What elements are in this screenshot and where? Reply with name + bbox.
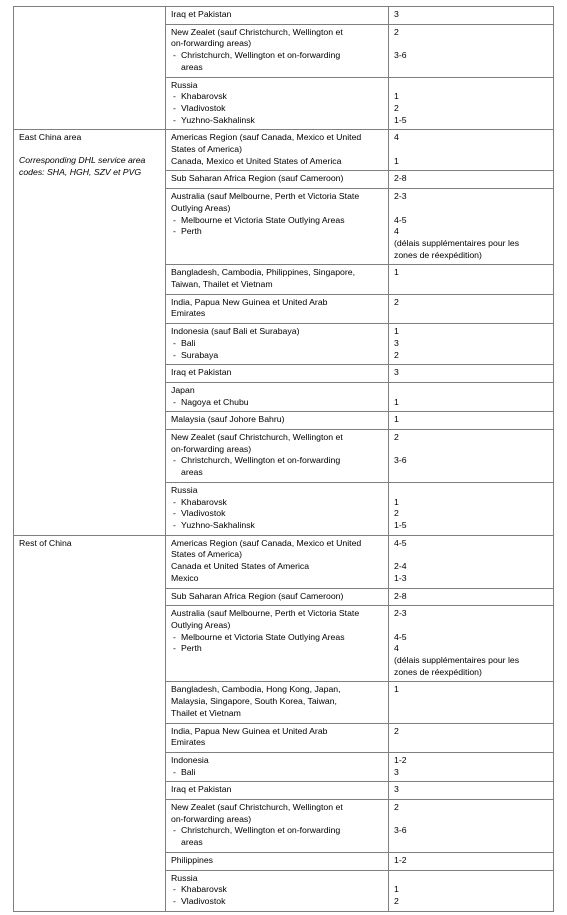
transit-days-value: 2 <box>394 102 399 113</box>
destination-cell <box>166 265 389 294</box>
destination-subarea: - Surabaya <box>171 350 383 362</box>
transit-days-cell <box>389 189 554 265</box>
destination-cell <box>166 535 389 588</box>
transit-days-value: 1 <box>394 155 399 166</box>
spacer-line <box>394 444 548 456</box>
transit-days-value: 1 <box>394 884 399 895</box>
destination-subarea: - Khabarovsk <box>171 497 383 509</box>
transit-days-value: 4-5 <box>394 631 407 642</box>
destination-cell <box>166 294 389 323</box>
spacer-line <box>394 38 548 50</box>
destination-cell <box>166 324 389 365</box>
spacer-line <box>394 620 548 632</box>
transit-days-cell <box>389 682 554 723</box>
transit-days-value: 1 <box>394 91 399 102</box>
spacer-line <box>394 485 548 497</box>
transit-days-value: 2-4 <box>394 561 407 572</box>
origin-cell <box>14 535 166 911</box>
destination-subarea: - Khabarovsk <box>171 91 383 103</box>
transit-days-cell <box>389 723 554 752</box>
transit-time-table <box>13 6 554 912</box>
origin-service-codes: Corresponding DHL service area codes: SHA, HGH, SZV et PVG <box>19 155 146 177</box>
transit-days-value: 4-5 <box>394 214 407 225</box>
transit-days-value: 2 <box>394 802 399 813</box>
destination-line: Russia <box>171 484 198 495</box>
destination-line: areas <box>181 837 203 848</box>
destination-subarea: - Yuzhno-Sakhalinsk <box>171 115 383 127</box>
transit-days-cell <box>389 588 554 606</box>
destination-line: Mexico <box>171 572 199 583</box>
table-row <box>14 535 554 588</box>
destination-line: Japan <box>171 384 195 395</box>
destination-subarea: - Christchurch, Wellington et on-forwarding <box>171 825 383 837</box>
destination-line: Outlying Areas) <box>171 619 231 630</box>
transit-days-value: (délais supplémentaires pour les <box>394 655 520 666</box>
destination-line: Emirates <box>171 737 206 748</box>
destination-line: Indonesia (sauf Bali et Surabaya) <box>171 326 300 337</box>
transit-days-cell <box>389 870 554 911</box>
transit-days-value: 3 <box>394 367 399 378</box>
destination-line: Malaysia (sauf Johore Bahru) <box>171 414 285 425</box>
transit-days-value: 1 <box>394 326 399 337</box>
destination-line: Americas Region (sauf Canada, Mexico et United <box>171 537 362 548</box>
destination-line: on-forwarding areas) <box>171 443 252 454</box>
transit-days-value: 1-5 <box>394 114 407 125</box>
transit-days-value: 4-5 <box>394 537 407 548</box>
transit-days-value: 2-3 <box>394 608 407 619</box>
transit-days-cell <box>389 800 554 853</box>
destination-line: Iraq et Pakistan <box>171 9 232 19</box>
destination-line: Sub Saharan Africa Region (sauf Cameroon) <box>171 173 344 184</box>
destination-cell <box>166 7 389 25</box>
transit-days-value: 2-8 <box>394 173 407 184</box>
destination-subarea: - Yuzhno-Sakhalinsk <box>171 520 383 532</box>
transit-days-cell <box>389 430 554 483</box>
transit-days-cell <box>389 782 554 800</box>
destination-subarea: - Perth <box>171 643 383 655</box>
destination-cell <box>166 382 389 411</box>
spacer-line <box>394 385 548 397</box>
transit-time-table-body <box>14 7 554 912</box>
spacer-line <box>394 144 548 156</box>
destination-cell <box>166 723 389 752</box>
destination-cell <box>166 430 389 483</box>
destination-cell <box>166 482 389 535</box>
destination-line: States of America) <box>171 144 242 155</box>
destination-cell <box>166 130 389 171</box>
transit-days-value: 1 <box>394 396 399 407</box>
transit-days-value: 2 <box>394 432 399 443</box>
transit-days-cell <box>389 535 554 588</box>
spacer-line <box>394 873 548 885</box>
destination-line: Iraq et Pakistan <box>171 367 232 378</box>
destination-line: New Zealet (sauf Christchurch, Wellington et <box>171 432 343 443</box>
destination-subarea: - Christchurch, Wellington et on-forwarding <box>171 455 383 467</box>
transit-days-cell <box>389 171 554 189</box>
destination-subarea: - Vladivostok <box>171 103 383 115</box>
transit-days-cell <box>389 752 554 781</box>
transit-days-cell <box>389 130 554 171</box>
transit-days-value: 3 <box>394 784 399 795</box>
destination-line: areas <box>181 467 203 478</box>
destination-line: India, Papua New Guinea et United Arab <box>171 296 328 307</box>
transit-days-value: zones de réexpédition) <box>394 249 482 260</box>
origin-area-name: East China area <box>19 132 82 143</box>
spacer-line <box>394 203 548 215</box>
transit-days-value: 2-8 <box>394 590 407 601</box>
destination-cell <box>166 365 389 383</box>
destination-subarea: - Christchurch, Wellington et on-forwarding <box>171 50 383 62</box>
transit-days-value: 3 <box>394 766 399 777</box>
destination-line: Taiwan, Thailet et Vietnam <box>171 279 273 290</box>
transit-days-cell <box>389 382 554 411</box>
transit-days-value: 1 <box>394 496 399 507</box>
origin-cell <box>14 7 166 130</box>
destination-cell <box>166 782 389 800</box>
destination-line: Bangladesh, Cambodia, Philippines, Singapore, <box>171 267 356 278</box>
destination-subarea: - Bali <box>171 767 383 779</box>
transit-days-cell <box>389 7 554 25</box>
transit-days-cell <box>389 265 554 294</box>
destination-line: States of America) <box>171 549 242 560</box>
spacer-line <box>394 467 548 479</box>
transit-days-cell <box>389 606 554 682</box>
destination-line: Russia <box>171 872 198 883</box>
transit-days-value: 3-6 <box>394 455 407 466</box>
transit-days-value: 2 <box>394 895 399 906</box>
destination-cell <box>166 870 389 911</box>
spacer-line <box>394 80 548 92</box>
destination-line: India, Papua New Guinea et United Arab <box>171 725 328 736</box>
destination-line: Philippines <box>171 854 214 865</box>
destination-cell <box>166 606 389 682</box>
destination-subarea: - Vladivostok <box>171 896 383 908</box>
destination-line: Bangladesh, Cambodia, Hong Kong, Japan, <box>171 684 341 695</box>
transit-days-cell <box>389 365 554 383</box>
transit-days-value: 1 <box>394 684 399 695</box>
transit-days-value: 4 <box>394 132 399 143</box>
destination-line: New Zealet (sauf Christchurch, Wellington et <box>171 26 343 37</box>
transit-days-value: 1-2 <box>394 854 407 865</box>
destination-cell <box>166 412 389 430</box>
transit-days-value: zones de réexpédition) <box>394 666 482 677</box>
destination-cell <box>166 682 389 723</box>
transit-days-value: 3 <box>394 9 399 19</box>
transit-days-cell <box>389 324 554 365</box>
transit-days-value: 3 <box>394 337 399 348</box>
destination-line: Indonesia <box>171 754 209 765</box>
destination-line: areas <box>181 61 203 72</box>
destination-cell <box>166 588 389 606</box>
destination-line: Thailet et Vietnam <box>171 707 241 718</box>
transit-days-value: 3-6 <box>394 825 407 836</box>
transit-days-value: 1 <box>394 267 399 278</box>
destination-subarea: - Khabarovsk <box>171 884 383 896</box>
destination-subarea: - Melbourne et Victoria State Outlying Areas <box>171 632 383 644</box>
origin-area-name: Rest of China <box>19 537 72 548</box>
destination-line: on-forwarding areas) <box>171 38 252 49</box>
destination-line: Sub Saharan Africa Region (sauf Cameroon) <box>171 590 344 601</box>
destination-subarea: - Melbourne et Victoria State Outlying Areas <box>171 215 383 227</box>
transit-days-value: 2 <box>394 508 399 519</box>
destination-subarea: - Nagoya et Chubu <box>171 397 383 409</box>
transit-days-value: 4 <box>394 643 399 654</box>
destination-line: Australia (sauf Melbourne, Perth et Victoria State <box>171 608 360 619</box>
origin-cell <box>14 130 166 535</box>
spacer-line <box>394 814 548 826</box>
transit-days-cell <box>389 482 554 535</box>
destination-line: Australia (sauf Melbourne, Perth et Victoria State <box>171 191 360 202</box>
transit-days-value: 2 <box>394 725 399 736</box>
destination-line: New Zealet (sauf Christchurch, Wellington et <box>171 802 343 813</box>
destination-line: Emirates <box>171 308 206 319</box>
destination-cell <box>166 171 389 189</box>
transit-days-value: (délais supplémentaires pour les <box>394 237 520 248</box>
transit-days-value: 2 <box>394 26 399 37</box>
destination-subarea: - Vladivostok <box>171 508 383 520</box>
destination-cell <box>166 77 389 130</box>
destination-line: on-forwarding areas) <box>171 813 252 824</box>
destination-line: Iraq et Pakistan <box>171 784 232 795</box>
destination-cell <box>166 852 389 870</box>
transit-days-value: 1-5 <box>394 519 407 530</box>
transit-days-value: 1 <box>394 414 399 425</box>
table-row <box>14 130 554 171</box>
transit-days-value: 1-2 <box>394 754 407 765</box>
transit-days-cell <box>389 77 554 130</box>
table-row <box>14 7 554 25</box>
transit-days-value: 2 <box>394 349 399 360</box>
destination-cell <box>166 24 389 77</box>
transit-days-cell <box>389 294 554 323</box>
destination-subarea: - Perth <box>171 226 383 238</box>
transit-days-value: 2 <box>394 296 399 307</box>
transit-days-value: 2-3 <box>394 191 407 202</box>
transit-days-value: 3-6 <box>394 50 407 61</box>
destination-subarea: - Bali <box>171 338 383 350</box>
destination-line: Canada, Mexico et United States of America <box>171 155 342 166</box>
transit-days-value: 4 <box>394 226 399 237</box>
spacer-line <box>394 549 548 561</box>
destination-line: Outlying Areas) <box>171 202 231 213</box>
destination-line: Americas Region (sauf Canada, Mexico et United <box>171 132 362 143</box>
transit-days-cell <box>389 24 554 77</box>
destination-line: Russia <box>171 79 198 90</box>
destination-line: Canada et United States of America <box>171 561 310 572</box>
destination-cell <box>166 752 389 781</box>
spacer-line <box>394 62 548 74</box>
destination-line: Malaysia, Singapore, South Korea, Taiwan, <box>171 696 337 707</box>
destination-cell <box>166 800 389 853</box>
transit-days-value: 1-3 <box>394 572 407 583</box>
transit-days-cell <box>389 412 554 430</box>
spacer-line <box>394 837 548 849</box>
transit-days-cell <box>389 852 554 870</box>
destination-cell <box>166 189 389 265</box>
